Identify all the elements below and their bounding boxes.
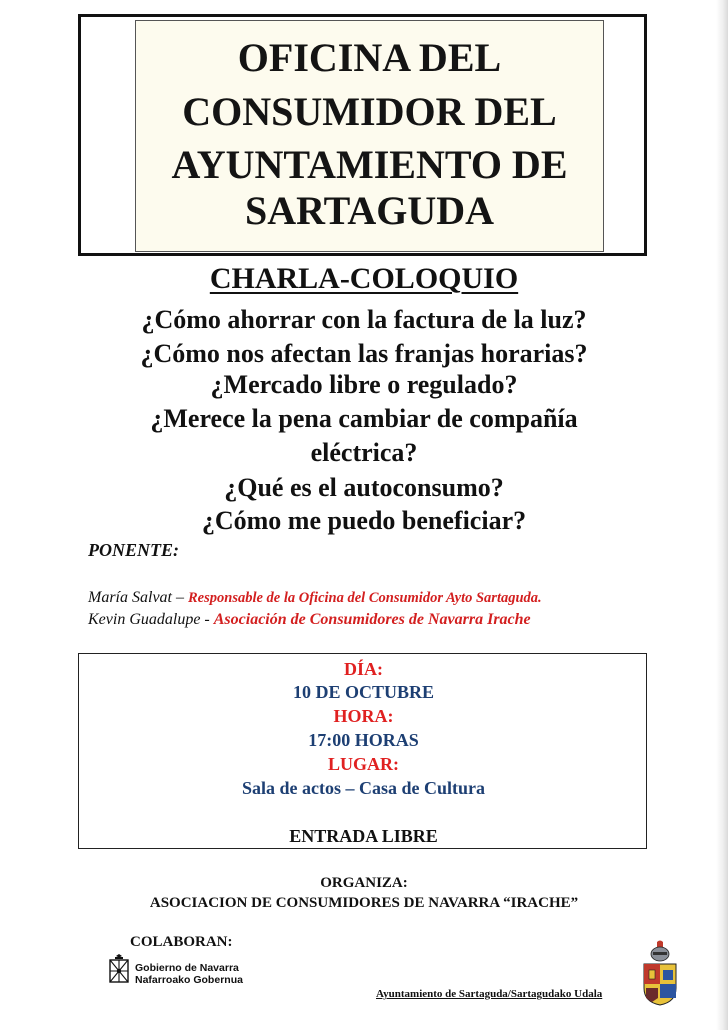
gobierno-line-2: Nafarroako Gobernua	[135, 974, 243, 986]
question-3: ¿Mercado libre o regulado?	[210, 370, 518, 399]
question-2: ¿Cómo nos afectan las franjas horarias?	[140, 339, 588, 368]
speaker-1-role: Responsable de la Oficina del Consumidor Ayto Sartaguda.	[188, 590, 542, 606]
title-line-2: CONSUMIDOR DEL	[182, 89, 557, 134]
speaker-1-name: María Salvat –	[88, 589, 188, 606]
title-panel	[135, 20, 604, 252]
ayuntamiento-name: Ayuntamiento de Sartaguda/Sartagudako Udala	[376, 988, 603, 1000]
speaker-1	[88, 588, 542, 608]
collaborators-label: COLABORAN:	[130, 934, 233, 950]
event-details-box	[78, 653, 647, 849]
question-1: ¿Cómo ahorrar con la factura de la luz?	[141, 305, 587, 334]
question-4: ¿Merece la pena cambiar de compañía	[150, 404, 578, 433]
gobierno-line-1: Gobierno de Navarra	[135, 962, 239, 974]
organizer-name: ASOCIACION DE CONSUMIDORES DE NAVARRA “IRACHE”	[149, 895, 579, 911]
coat-of-arms-icon	[640, 940, 680, 1006]
entry-note: ENTRADA LIBRE	[289, 826, 438, 846]
speaker-2-name: Kevin Guadalupe -	[88, 611, 214, 628]
question-6: ¿Cómo me puedo beneficiar?	[201, 506, 527, 535]
event-type-text: CHARLA-COLOQUIO	[209, 262, 519, 295]
question-4-continued: eléctrica?	[310, 438, 418, 467]
title-line-1: OFICINA DEL	[237, 35, 502, 80]
day-value: 10 DE OCTUBRE	[292, 682, 435, 702]
title-line-4: SARTAGUDA	[245, 188, 494, 233]
time-value: 17:00 HORAS	[308, 730, 419, 750]
speakers-heading: PONENTE:	[88, 540, 179, 560]
event-type-heading	[0, 262, 728, 296]
place-value: Sala de actos – Casa de Cultura	[241, 778, 485, 798]
title-line-3: AYUNTAMIENTO DE	[171, 142, 568, 187]
place-label: LUGAR:	[328, 754, 399, 774]
navarra-shield-icon	[107, 954, 131, 984]
question-5: ¿Qué es el autoconsumo?	[224, 473, 504, 502]
time-label: HORA:	[333, 706, 394, 726]
day-label: DÍA:	[344, 659, 383, 679]
speaker-2-role: Asociación de Consumidores de Navarra Irache	[213, 611, 531, 628]
speaker-2	[88, 610, 531, 630]
organizer-label: ORGANIZA:	[320, 875, 408, 891]
